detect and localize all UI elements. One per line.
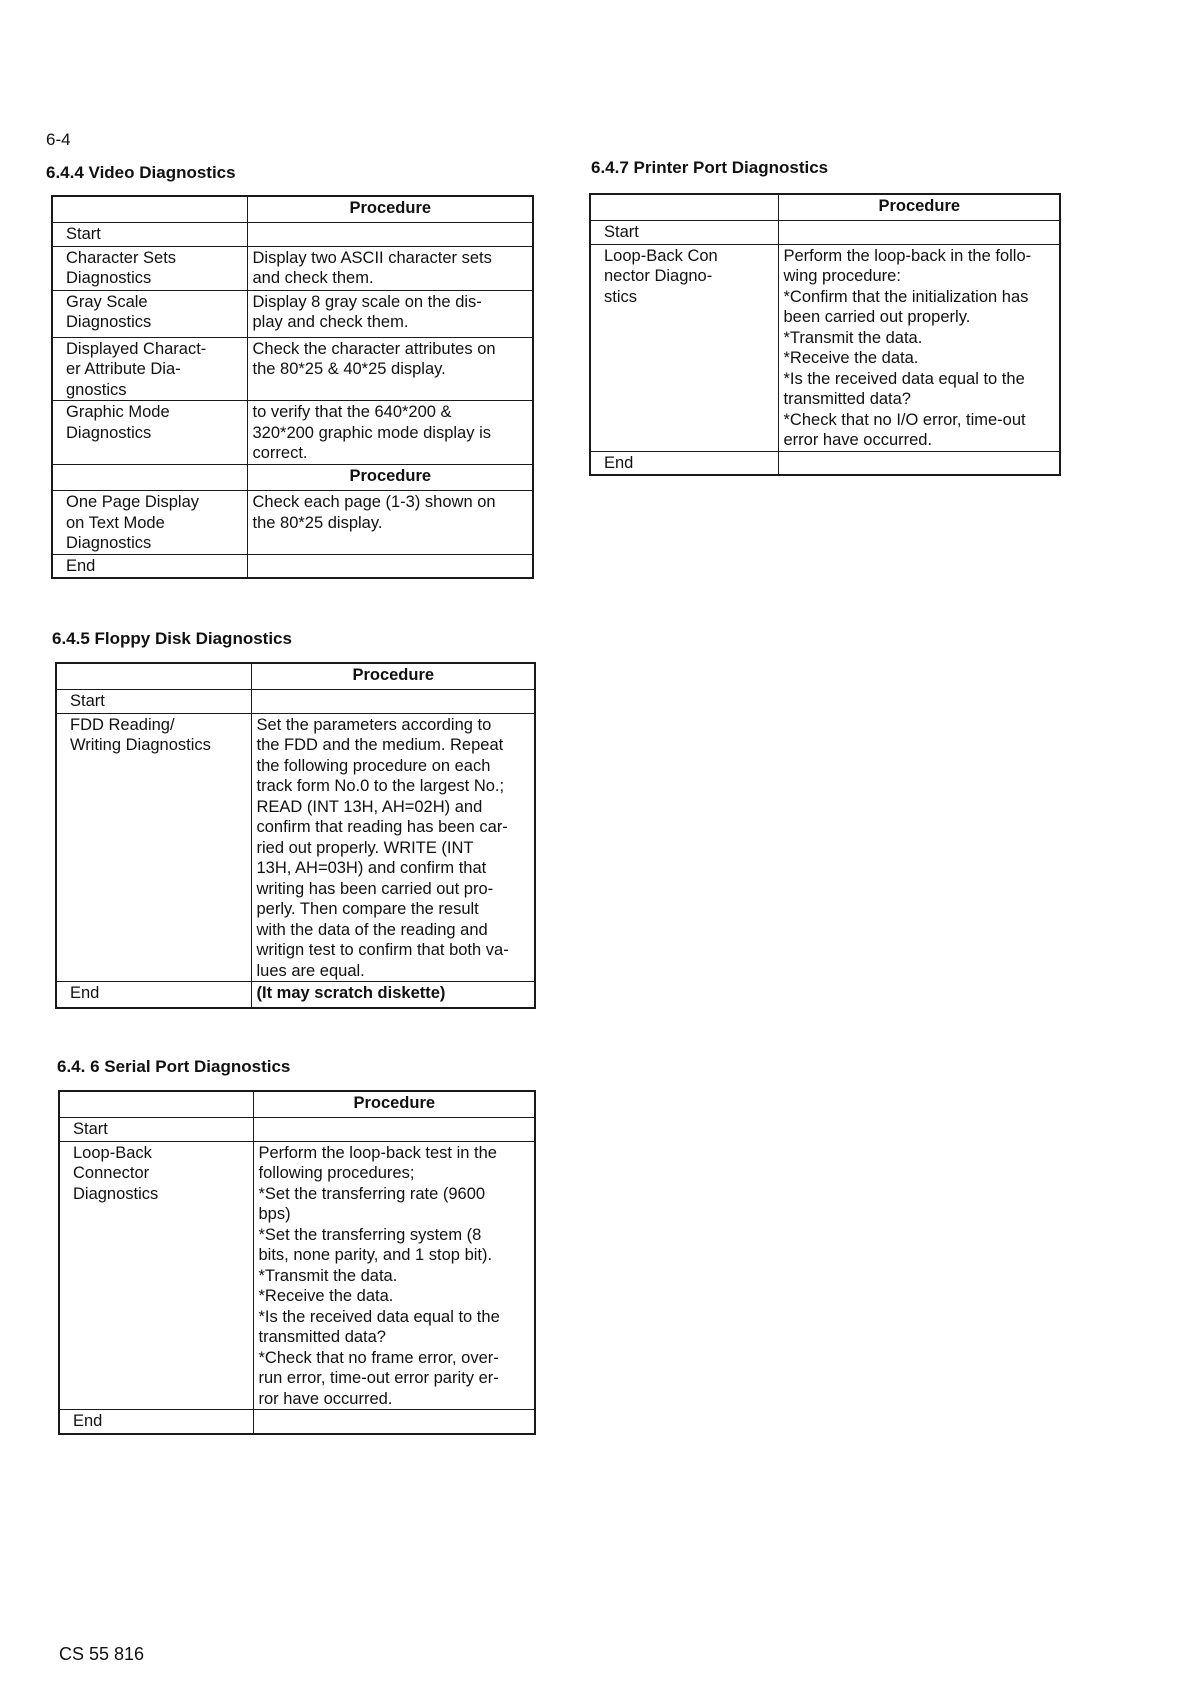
step-text: End [66, 556, 96, 575]
step-text: Writing Diagnostics [70, 736, 211, 754]
end-cell [590, 451, 778, 475]
printer-diagnostics-table [589, 193, 1061, 476]
table-header-row [52, 196, 533, 222]
procedure-cell [247, 491, 533, 555]
step-text: End [604, 453, 634, 472]
step-text: Displayed Charact- [66, 339, 207, 358]
step-text: Diagnostics [73, 1184, 159, 1203]
procedure-text: Perform the loop-back test in the [258, 1143, 497, 1162]
end-cell [56, 982, 251, 1008]
table-row [52, 554, 533, 578]
step-text: Connector [73, 1164, 150, 1182]
step-header-cell [590, 194, 778, 220]
step-text: Graphic Mode [66, 403, 170, 421]
step-text: Start [73, 1119, 108, 1138]
procedure-cell [247, 401, 533, 465]
procedure-cell [253, 1410, 535, 1434]
start-cell [59, 1117, 253, 1141]
procedure-text: *Set the transferring system (8 [258, 1225, 482, 1244]
procedure-text: ried out properly. WRITE (INT [256, 838, 474, 857]
procedure-cell [778, 244, 1060, 451]
step-text: Character Sets [66, 248, 177, 267]
procedure-header: Procedure [251, 663, 535, 689]
procedure-text: to verify that the 640*200 & [252, 403, 452, 421]
step-text: End [73, 1412, 103, 1430]
procedure-text: bits, none parity, and 1 stop bit). [258, 1246, 493, 1264]
step-text: er Attribute Dia- [66, 360, 181, 378]
procedure-text: *Transmit the data. [783, 328, 923, 347]
procedure-text: writing has been carried out pro- [256, 879, 494, 898]
procedure-cell [778, 451, 1060, 475]
procedure-text: run error, time-out error parity er- [258, 1369, 499, 1387]
step-text: Diagnostics [66, 423, 152, 442]
step-cell [52, 401, 247, 465]
step-header-cell [52, 196, 247, 222]
step-text: Diagnostics [66, 313, 152, 331]
procedure-header: Procedure [247, 465, 533, 491]
procedure-text: and check them. [252, 269, 374, 287]
table-header-row [590, 194, 1060, 220]
procedure-text: wing procedure: [783, 267, 901, 285]
procedure-text: *Transmit the data. [258, 1266, 398, 1285]
end-cell [52, 554, 247, 578]
procedure-text: *Receive the data. [258, 1287, 394, 1305]
table-row [52, 222, 533, 246]
procedure-text: confirm that reading has been car- [256, 818, 508, 836]
table-row [52, 337, 533, 401]
procedure-text: *Check that no I/O error, time-out [783, 410, 1026, 429]
procedure-header: Procedure [247, 196, 533, 222]
procedure-header: Procedure [778, 194, 1060, 220]
step-text: Loop-Back Con [604, 246, 718, 265]
procedure-text: correct. [252, 444, 308, 462]
procedure-text: transmitted data? [258, 1328, 386, 1346]
table-row [52, 246, 533, 290]
procedure-cell [247, 337, 533, 401]
procedure-text: *Set the transferring rate (9600 [258, 1184, 486, 1203]
table-row [56, 713, 535, 982]
procedure-text: Set the parameters according to [256, 715, 492, 734]
procedure-cell [247, 246, 533, 290]
procedure-text: ror have occurred. [258, 1389, 393, 1408]
table-row [56, 689, 535, 713]
procedure-text: perly. Then compare the result [256, 900, 479, 918]
step-header-cell [56, 663, 251, 689]
step-text: Loop-Back [73, 1143, 152, 1162]
procedure-cell [253, 1117, 535, 1141]
step-header-cell [59, 1091, 253, 1117]
serial-diagnostics-table [58, 1090, 536, 1435]
procedure-text: track form No.0 to the largest No.; [256, 777, 505, 795]
step-cell [590, 244, 778, 451]
step-cell [52, 290, 247, 337]
procedure-text: 13H, AH=03H) and confirm that [256, 859, 487, 877]
step-text: gnostics [66, 380, 127, 399]
video-diagnostics-heading: 6.4.4 Video Diagnostics [46, 163, 236, 182]
procedure-text: Check each page (1-3) shown on [252, 493, 496, 511]
procedure-text: *Is the received data equal to the [258, 1307, 500, 1326]
table-header-row [56, 663, 535, 689]
table-row [590, 451, 1060, 475]
printer-diagnostics-heading: 6.4.7 Printer Port Diagnostics [591, 158, 829, 177]
step-text: nector Diagno- [604, 267, 713, 285]
procedure-text: the 80*25 display. [252, 513, 383, 532]
procedure-cell [247, 290, 533, 337]
end-cell [59, 1410, 253, 1434]
procedure-text: lues are equal. [256, 961, 365, 980]
procedure-text: the 80*25 & 40*25 display. [252, 360, 446, 378]
table-row [52, 491, 533, 555]
procedure-cell [253, 1141, 535, 1410]
procedure-text: 320*200 graphic mode display is [252, 423, 491, 442]
procedure-text: bps) [258, 1205, 291, 1223]
step-cell [56, 713, 251, 982]
step-text: FDD Reading/ [70, 715, 175, 734]
procedure-text: the FDD and the medium. Repeat [256, 736, 504, 754]
step-text: Start [66, 224, 101, 243]
table-row [590, 244, 1060, 451]
procedure-text: READ (INT 13H, AH=02H) and [256, 797, 483, 816]
floppy-diagnostics-heading: 6.4.5 Floppy Disk Diagnostics [52, 629, 292, 648]
procedure-text: Perform the loop-back in the follo- [783, 246, 1032, 265]
end-note: (It may scratch diskette) [256, 984, 446, 1002]
table-row [590, 220, 1060, 244]
procedure-text: been carried out properly. [783, 308, 971, 326]
step-text: Diagnostics [66, 534, 152, 552]
step-cell [52, 246, 247, 290]
table-row [52, 401, 533, 465]
table-subheader-row [52, 465, 533, 491]
procedure-cell [247, 554, 533, 578]
step-text: End [70, 984, 100, 1002]
procedure-text: Display 8 gray scale on the dis- [252, 292, 482, 311]
serial-diagnostics-heading: 6.4. 6 Serial Port Diagnostics [57, 1057, 291, 1076]
procedure-text: *Check that no frame error, over- [258, 1348, 499, 1367]
step-text: Gray Scale [66, 292, 148, 311]
procedure-cell [251, 982, 535, 1008]
procedure-text: with the data of the reading and [256, 920, 488, 939]
step-text: One Page Display [66, 493, 199, 511]
table-row [59, 1117, 535, 1141]
procedure-text: the following procedure on each [256, 756, 491, 775]
procedure-text: *Receive the data. [783, 349, 919, 367]
procedure-text: Display two ASCII character sets [252, 248, 492, 267]
procedure-text: writign test to confirm that both va- [256, 941, 509, 959]
start-cell [590, 220, 778, 244]
procedure-text: transmitted data? [783, 390, 911, 408]
procedure-cell [247, 222, 533, 246]
page-number: 6-4 [46, 130, 71, 149]
table-header-row [59, 1091, 535, 1117]
procedure-cell [251, 689, 535, 713]
start-cell [52, 222, 247, 246]
video-diagnostics-table [51, 195, 534, 579]
procedure-text: play and check them. [252, 313, 409, 331]
step-text: Start [604, 222, 639, 241]
table-row [59, 1141, 535, 1410]
procedure-header: Procedure [253, 1091, 535, 1117]
step-cell [52, 337, 247, 401]
step-header-cell [52, 465, 247, 491]
procedure-text: error have occurred. [783, 431, 933, 449]
document-code-footer: CS 55 816 [59, 1644, 145, 1664]
step-text: stics [604, 287, 637, 306]
table-row [52, 290, 533, 337]
floppy-diagnostics-table [55, 662, 536, 1009]
step-text: Start [70, 691, 105, 710]
procedure-cell [778, 220, 1060, 244]
procedure-cell [251, 713, 535, 982]
start-cell [56, 689, 251, 713]
step-text: Diagnostics [66, 269, 152, 287]
procedure-text: Check the character attributes on [252, 339, 496, 358]
step-cell [59, 1141, 253, 1410]
procedure-text: *Confirm that the initialization has [783, 287, 1029, 306]
step-text: on Text Mode [66, 513, 165, 532]
step-cell [52, 491, 247, 555]
procedure-text: *Is the received data equal to the [783, 369, 1025, 388]
procedure-text: following procedures; [258, 1164, 415, 1182]
table-row [59, 1410, 535, 1434]
table-row [56, 982, 535, 1008]
